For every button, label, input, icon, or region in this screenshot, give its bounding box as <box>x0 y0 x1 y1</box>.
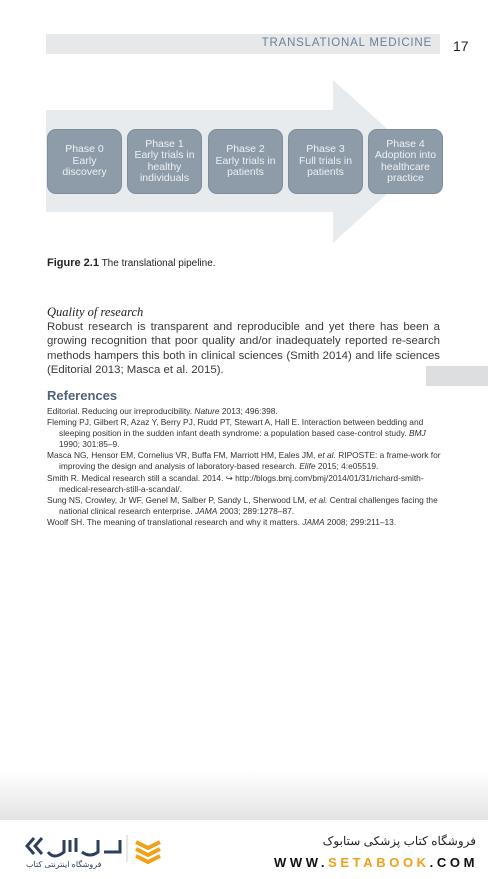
reference-text: Masca NG, Hensor EM, Cornelius VR, Buffa FM, Marriott HM, Eales JM, <box>47 450 318 461</box>
store-name: فروشگاه کتاب پزشکی ستابوک <box>322 834 476 848</box>
reference-text: Smith R. Medical research still a scandal. 2014. <box>47 472 226 483</box>
reference-citation: 2008; 299:211–13. <box>324 516 397 527</box>
figure-caption <box>47 257 216 269</box>
reference-url: http://blogs.bmj.com/bmj/2014/01/31/richard-smith-medical-research-still-a-scandal/. <box>59 472 424 494</box>
reference-journal: BMJ <box>408 428 426 439</box>
store-url <box>274 855 478 870</box>
reference-journal: JAMA <box>194 505 218 516</box>
logo-subtext: فروشگاه اینترنتی کتاب <box>26 860 102 869</box>
reference-citation: 1990; 301:85–9. <box>59 439 120 450</box>
link-icon: ↪ <box>225 472 236 483</box>
phase-label: Phase 0 Early discovery <box>62 143 107 179</box>
reference-text: Fleming PJ, Gilbert R, Azaz Y, Berry PJ, Rudd PT, Stewart A, Hall E. Interaction between bedding and sleeping position in the sudden infant death syndrome: a population based case-control study. <box>47 417 424 439</box>
footer-watermark <box>0 822 488 878</box>
url-suffix: .COM <box>429 855 478 870</box>
phase-box-0 <box>47 129 122 194</box>
setabook-logo <box>24 830 194 879</box>
body-paragraph: Robust research is transparent and reproducible and yet there has been a growing recognition that poor quality and/or inadequately reported re-search methods hampers this both in clinical sciences (Smith 2014) and life sciences (Editorial 2013; Masca et al. 2015). <box>47 321 440 377</box>
running-title: TRANSLATIONAL MEDICINE <box>261 37 432 49</box>
references-list <box>47 406 442 528</box>
reference-text: Sung NS, Crowley, Jr WF, Genel M, Salber P, Sandy L, Sherwood LM, <box>47 494 310 505</box>
reference-title: RIPOSTE: a frame-work for improving the design and analysis of laboratory-based research. <box>59 450 441 472</box>
reference-text: Editorial. Reducing our irreproducibility. <box>47 406 195 416</box>
page-number: 17 <box>453 38 469 54</box>
phase-box-1 <box>127 129 202 194</box>
url-prefix: WWW. <box>274 855 329 870</box>
figure-number: Figure 2.1 <box>47 257 99 269</box>
phase-label: Phase 1 Early trials in healthy individuals <box>134 137 195 184</box>
reference-text: Woolf SH. The meaning of translational research and why it matters. <box>47 516 303 527</box>
reference-etal: et al. <box>317 450 336 461</box>
reference-item <box>47 450 442 472</box>
reference-journal: Nature <box>194 406 220 416</box>
reference-item <box>47 517 442 528</box>
reference-etal: et al. <box>309 494 328 505</box>
reference-citation: 2003; 289:1278–87. <box>217 505 295 516</box>
reference-item <box>47 495 442 517</box>
reference-citation: 2015; 4:e05519. <box>315 461 379 472</box>
phase-box-3 <box>288 129 363 194</box>
reference-citation: 2013; 496:398. <box>219 406 278 416</box>
reference-journal: JAMA <box>302 516 325 527</box>
reference-item <box>47 417 442 450</box>
phase-label: Phase 3 Full trials in patients <box>298 143 353 179</box>
reference-item <box>47 473 442 495</box>
url-brand: SETABOOK <box>328 855 430 870</box>
phase-box-4 <box>368 129 443 194</box>
figure-caption-text: The translational pipeline. <box>101 258 216 269</box>
reference-journal: Elife <box>299 461 316 472</box>
references-heading: References <box>47 388 118 403</box>
reference-title: Central challenges facing the national clinical research enterprise. <box>59 494 438 516</box>
reference-item <box>47 406 442 417</box>
phase-label: Phase 2 Early trials in patients <box>215 143 276 179</box>
phase-label: Phase 4 Adoption into healthcare practice <box>374 137 437 184</box>
section-heading: Quality of research <box>47 305 144 319</box>
phase-box-2 <box>208 129 283 194</box>
